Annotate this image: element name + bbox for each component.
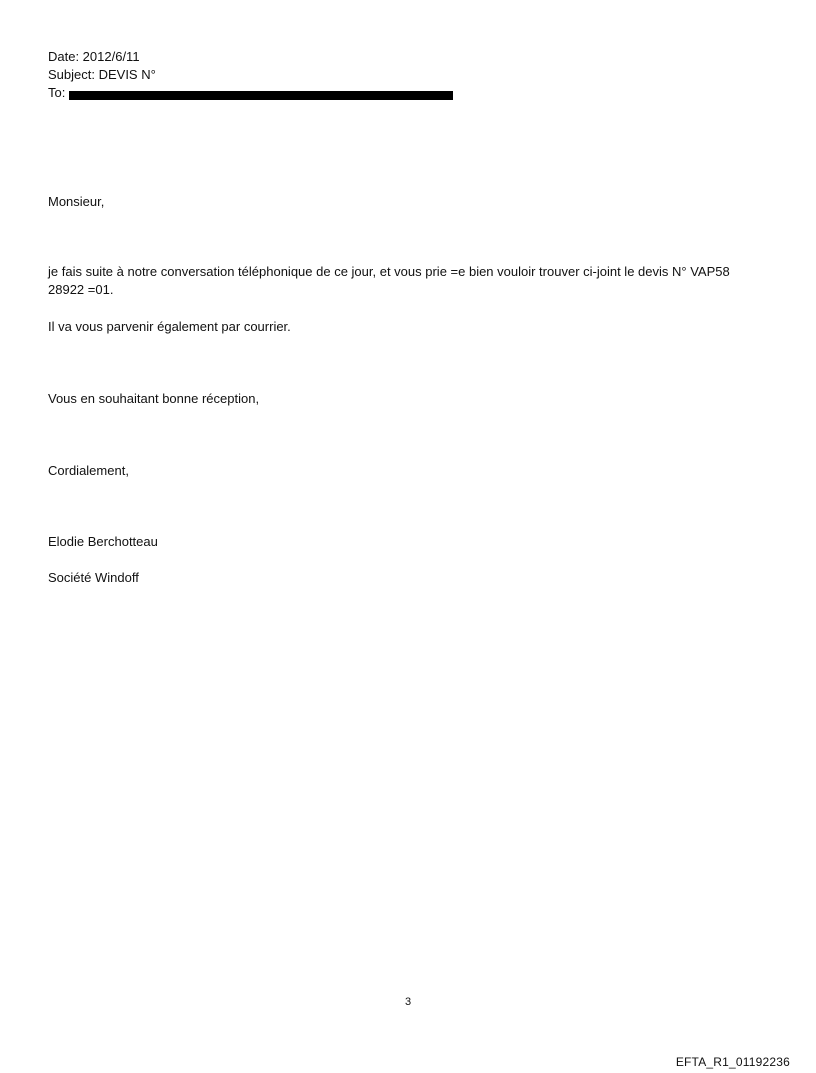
redacted-recipient bbox=[69, 91, 453, 100]
document-id: EFTA_R1_01192236 bbox=[675, 1055, 790, 1069]
body-paragraph-2: Il va vous parvenir également par courrier. bbox=[48, 319, 291, 334]
page-number: 3 bbox=[404, 996, 412, 1008]
body-paragraph-1: je fais suite à notre conversation téléphonique de ce jour, et vous prie =e bien vouloir trouver ci-joint le devis N° VAP58 28922 =01. bbox=[48, 264, 730, 297]
salutation: Monsieur, bbox=[48, 194, 105, 209]
closing-line-2: Cordialement, bbox=[48, 463, 129, 478]
email-date: Date: 2012/6/11 bbox=[48, 49, 140, 64]
email-subject: Subject: DEVIS N° bbox=[48, 67, 156, 82]
email-to-label: To: bbox=[48, 85, 66, 100]
signature-company: Société Windoff bbox=[48, 570, 139, 585]
closing-line-1: Vous en souhaitant bonne réception, bbox=[48, 391, 260, 406]
signature-name: Elodie Berchotteau bbox=[48, 534, 158, 549]
